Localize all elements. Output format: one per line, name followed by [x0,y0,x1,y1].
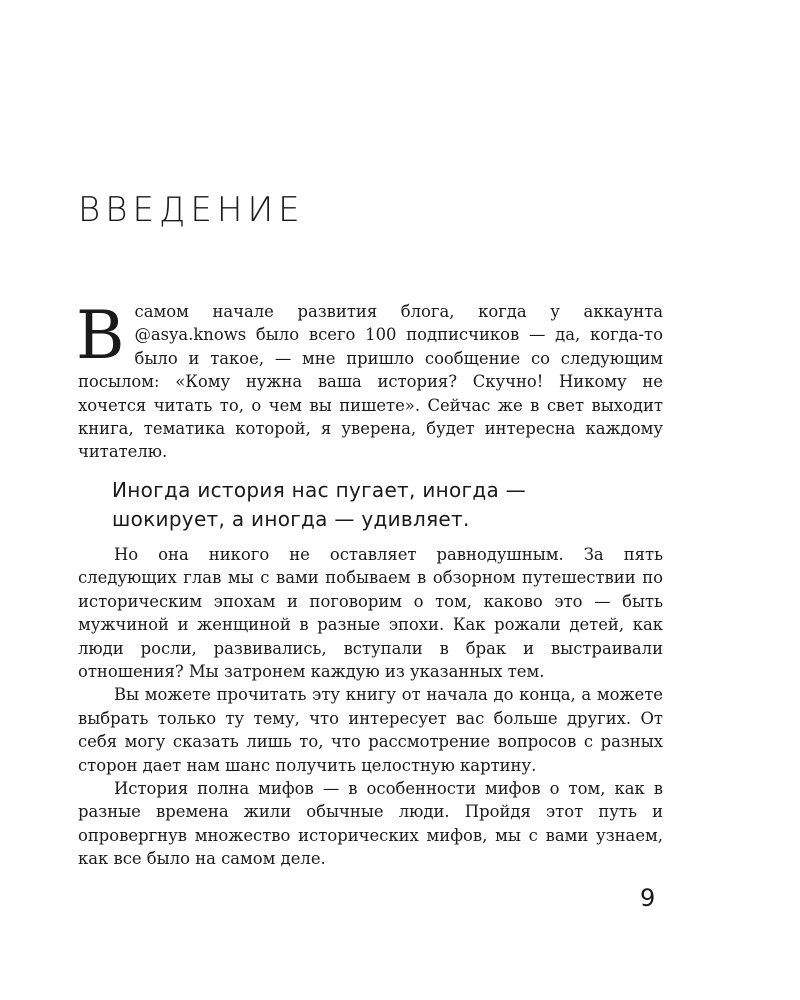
intro-paragraph [76,297,663,464]
pull-quote [112,476,672,534]
paragraph-3: История полна мифов — в особенности мифов о том, как в разные времена жили обычные люди. Пройдя этот путь и опровергнув множество исторических мифов, мы с вами узнаем, как все было на самом деле. [78,779,663,869]
page-number: 9 [640,884,656,912]
intro-text: самом начале развития блога, когда у аккаунта @asya.knows было всего 100 подписчиков — да, когда-то было и такое, — мне пришло сообщение со следующим посылом: «Кому нужна ваша история? Скучно! Никому не хочется читать то, о чем вы пишете». Сейчас же в свет выходит книга, тематика которой, я уверена, будет интересна каждому читателю. [78,302,663,462]
paragraph-1: Но она никого не оставляет равнодушным. За пять следующих глав мы с вами побываем в обзорном путешествии по историческим эпохам и поговорим о том, каково это — быть мужчиной и женщиной в разные эпохи. Как рожали детей, как люди росли, развивались, вступали в брак и выстраивали отношения? Мы затронем каждую из указанных тем. [78,545,663,682]
drop-cap: В [76,297,125,374]
main-text [78,543,663,871]
pull-quote-line-1: Иногда история нас пугает, иногда — [112,478,526,502]
chapter-title: ВВЕДЕНИЕ [78,190,305,230]
pull-quote-line-2: шокирует, а иногда — удивляет. [112,507,470,531]
paragraph-2: Вы можете прочитать эту книгу от начала до конца, а можете выбрать только ту тему, что интересует вас больше других. От себя могу сказать лишь то, что рассмотрение вопросов с разных сторон дает нам шанс получить целостную картину. [78,685,663,775]
